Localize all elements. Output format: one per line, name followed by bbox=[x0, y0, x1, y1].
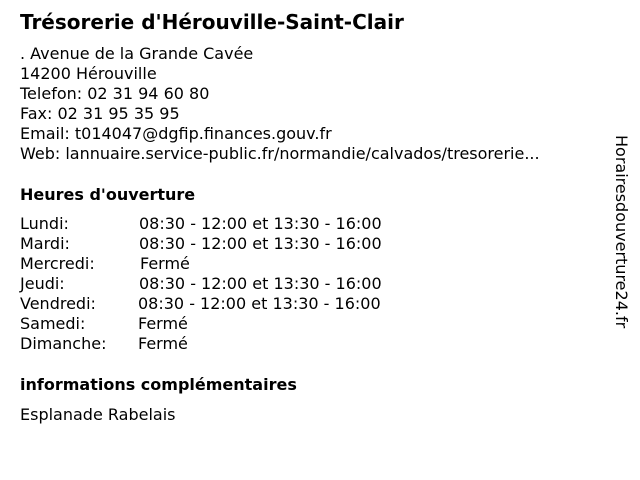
website-link: Web: lannuaire.service-public.fr/normandie/calvados/tresorerie... bbox=[20, 144, 540, 163]
day-label: Samedi: bbox=[20, 314, 86, 333]
address-street: . Avenue de la Grande Cavée bbox=[20, 44, 254, 63]
day-hours: 08:30 - 12:00 et 13:30 - 16:00 bbox=[138, 294, 381, 313]
hours-heading: Heures d'ouverture bbox=[20, 185, 196, 204]
address-city: 14200 Hérouville bbox=[20, 64, 157, 83]
day-hours: 08:30 - 12:00 et 13:30 - 16:00 bbox=[139, 214, 382, 233]
page-title: Trésorerie d'Hérouville-Saint-Clair bbox=[20, 10, 404, 34]
day-label: Dimanche: bbox=[20, 334, 107, 353]
contact-block bbox=[20, 44, 540, 164]
day-hours: 08:30 - 12:00 et 13:30 - 16:00 bbox=[139, 274, 382, 293]
day-hours: Fermé bbox=[138, 314, 188, 333]
day-hours: Fermé bbox=[140, 254, 190, 273]
info-text: Esplanade Rabelais bbox=[20, 405, 176, 424]
day-label: Mardi: bbox=[20, 234, 70, 253]
day-label: Lundi: bbox=[20, 214, 69, 233]
phone-number: Telefon: 02 31 94 60 80 bbox=[20, 84, 210, 103]
day-label: Mercredi: bbox=[20, 254, 95, 273]
watermark: Horairesdouverture24.fr bbox=[612, 135, 631, 329]
fax-number: Fax: 02 31 95 35 95 bbox=[20, 104, 180, 123]
day-hours: 08:30 - 12:00 et 13:30 - 16:00 bbox=[139, 234, 382, 253]
day-hours: Fermé bbox=[138, 334, 188, 353]
email-address: Email: t014047@dgfip.finances.gouv.fr bbox=[20, 124, 332, 143]
info-heading: informations complémentaires bbox=[20, 375, 297, 394]
day-label: Vendredi: bbox=[20, 294, 96, 313]
day-label: Jeudi: bbox=[20, 274, 65, 293]
